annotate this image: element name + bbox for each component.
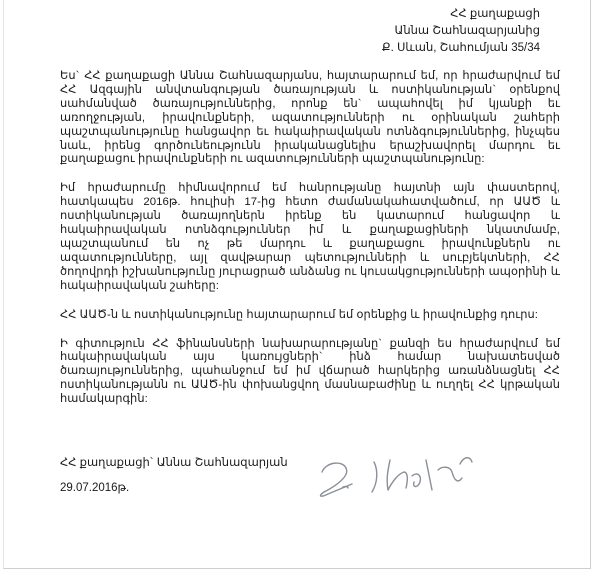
- paragraph-1: Ես` ՀՀ քաղաքացի Աննա Շահնազարյանս, հայտարարում եմ, որ հրաժարվում եմ ՀՀ Ազգային անվտանգության ծառայության և ոստիկանության` օրենքով սահմանված ծառայություններից, որոնք են` ապահովել իմ կյանքի եւ առողջության, իրավունքների, ազատությունների ու օրինական շահերի պաշտպանությունը հանցավոր եւ հակաիրավական ոտնձգություններից, ինչպես նաև, իրենց գործունեությունն իրականացնելիս երաշխավորել մարդու եւ քաղաքացու իրավունքների ու ազատությունների պաշտպանությունը:: [60, 70, 560, 166]
- sender-address-line: Ք. Սևան, Շահումյան 35/34: [381, 42, 540, 54]
- sender-name-line: Աննա Շահնազարյանից: [394, 25, 540, 37]
- handwritten-signature: [312, 442, 482, 502]
- sender-address-block: [382, 6, 540, 57]
- sender-citizenship-line: ՀՀ քաղաքացի: [450, 8, 540, 20]
- paragraph-3: ՀՀ ԱԱԾ-ն և ոստիկանությունը հայտարարում եմ օրենքից և իրավունքից դուրս:: [60, 308, 538, 321]
- letter-date: 29.07.2016թ.: [60, 482, 130, 494]
- letter-body: [60, 70, 560, 422]
- paragraph-4: Ի գիտություն ՀՀ ֆինանսների նախարարությանը` քանզի ես հրաժարվում եմ հակաիրավական այս կառույցների` ինձ համար նախատեսված ծառայություններից, պահանջում եմ իմ վճարած հարկերից առանձնացնել ՀՀ ոստիկանությանն ու ԱԱԾ-ին փոխանցվող մասնաբաժինը և ուղղել ՀՀ կրթական համակարգին:: [60, 337, 560, 406]
- paragraph-2: Իմ հրաժարումը հիմնավորում եմ հանրությանը հայտնի այն փաստերով, հատկապես 2016թ. հուլիսի 17-ից հետո ժամանակահատվածում, որ ԱԱԾ և ոստիկանության ծառայողներն իրենք են կատարում հանցավոր և հակաիրավական ոտնձգություններ իմ և քաղաքացիների նկատմամբ, պաշտպանում են ոչ թե մարդու և քաղաքացու իրավունքներն ու ազատությունները, այլ զավթարար պետությունների և սուբյեկտների, ՀՀ ծողովրդի իշխանությունը յուրացրած անձանց ու կուսակցությունների ապօրինի և հակաիրավական շահերը:: [60, 182, 560, 292]
- document-page: [3, 0, 591, 569]
- signatory-line: ՀՀ քաղաքացի` Աննա Շահնազարյան: [60, 457, 288, 469]
